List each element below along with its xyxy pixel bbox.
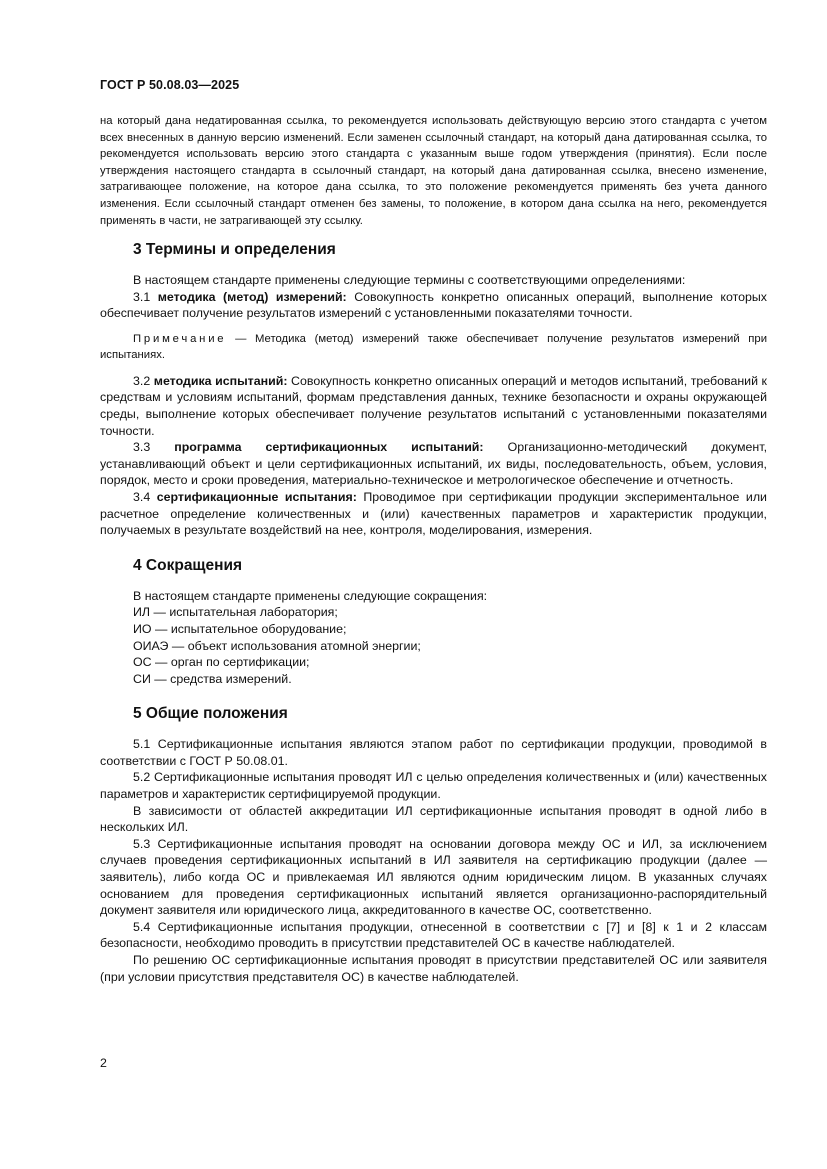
section-title: 3 Термины и определения xyxy=(133,241,336,258)
clause: 5.2 Сертификационные испытания проводят ИЛ с целью определения количественных и (или) качественных параметров и характеристик сертифицируемой продукции. xyxy=(100,770,767,802)
abbreviation-item: СИ — средства измерений. xyxy=(133,671,292,686)
term-definition: Совокупность конкретно описанных операций и методов испытаний, требований к средствам и условиям испытаний, формам представления данных, технике безопасности и охраны окружающей среды, выполнение которых обеспечивает получение результатов испытаний с установленными показателями точности. xyxy=(100,373,767,438)
abbreviation-item: ИЛ — испытательная лаборатория; xyxy=(133,605,338,620)
abbreviation-item: ИО — испытательное оборудование; xyxy=(133,621,347,636)
term-definition: Совокупность конкретно описанных операций, выполнение которых обеспечивает получение результатов измерений с установленными показателями точности. xyxy=(100,289,767,321)
term-name: программа сертификационных испытаний: xyxy=(174,440,484,455)
section-lead: В настоящем стандарте применены следующие термины с соответствующими определениями: xyxy=(133,273,686,287)
term-name: методика испытаний: xyxy=(153,373,288,388)
note-text: — Методика (метод) измерений также обеспечивает получение результатов измерений при испытаниях. xyxy=(100,332,768,362)
section-terms xyxy=(100,240,767,539)
section-title: 4 Сокращения xyxy=(133,556,243,574)
term-definition: Организационно-методический документ, устанавливающий объект и цели сертификационных испытаний, их виды, последовательность, объем, условия, порядок, место и сроки проведения, материально-техническое и метрологическое обеспечение и отчетность. xyxy=(100,440,768,488)
abbreviation-item: ОИАЭ — объект использования атомной энергии; xyxy=(133,638,421,653)
clause: 5.3 Сертификационные испытания проводят на основании договора между ОС и ИЛ, за исключением случаев проведения сертификационных испытаний в ИЛ заявителя на сертификацию продукции (далее — заявитель), либо когда ОС и привлекаемая ИЛ являются одним юридическим лицом. В указанных случаях основанием для проведения сертификационных испытаний является организационно-распорядительный документ заявителя или юридического лица, аккредитованного в качестве ОС, соответственно. xyxy=(100,836,767,918)
intro-paragraph: на который дана недатированная ссылка, то рекомендуется использовать действующую версию этого стандарта с учетом всех внесенных в данную версию изменений. Если заменен ссылочный стандарт, на который дана датированная ссылка, то рекомендуется использовать версию этого стандарта с указанным выше годом утверждения (принятия). Если после утверждения настоящего стандарта в ссылочный стандарт, на который дана датированная ссылка, внесено изменение, затрагивающее положение, на которое дана ссылка, то это положение рекомендуется применять без учета данного изменения. Если ссылочный стандарт отменен без замены, то положение, в котором дана ссылка на него, рекомендуется применять в части, не затрагивающей эту ссылку. xyxy=(100,115,767,227)
main-content xyxy=(100,240,767,985)
term-number: 3.4 xyxy=(133,489,151,504)
clause: В зависимости от областей аккредитации ИЛ сертификационные испытания проводят в одной либо в нескольких ИЛ. xyxy=(100,803,767,835)
section-abbreviations xyxy=(100,556,767,688)
term-item xyxy=(100,439,767,489)
clause: По решению ОС сертификационные испытания проводят в присутствии представителей ОС или заявителя (при условии присутствия представителя ОС) в качестве наблюдателей. xyxy=(100,953,767,984)
term-item xyxy=(100,373,767,439)
section-general xyxy=(100,704,767,985)
term-item xyxy=(100,489,767,539)
clause: 5.4 Сертификационные испытания продукции, отнесенной в соответствии с [7] и [8] к 1 и 2 классам безопасности, необходимо проводить в присутствии представителей ОС в качестве наблюдателей. xyxy=(100,919,767,951)
term-number: 3.3 xyxy=(133,440,151,455)
term-number: 3.2 xyxy=(133,373,151,388)
abbreviation-item: ОС — орган по сертификации; xyxy=(133,655,310,670)
clause: 5.1 Сертификационные испытания являются этапом работ по сертификации продукции, проводимой в соответствии с ГОСТ Р 50.08.01. xyxy=(100,737,767,768)
term-name: методика (метод) измерений: xyxy=(157,289,347,304)
section-title: 5 Общие положения xyxy=(133,705,288,723)
term-number: 3.1 xyxy=(133,289,151,304)
term-item xyxy=(100,289,767,322)
term-definition: Проводимое при сертификации продукции экспериментальное или расчетное определение количественных и (или) качественных параметров и характеристик продукции, получаемых в результате воздействий на нее, контроля, моделирования, измерения. xyxy=(100,489,767,538)
note-label: Примечание xyxy=(133,332,227,345)
section-lead: В настоящем стандарте применены следующие сокращения: xyxy=(133,588,488,603)
term-name: сертификационные испытания: xyxy=(156,489,357,504)
note xyxy=(100,331,767,364)
page-number: 2 xyxy=(100,1056,107,1070)
document-id: ГОСТ Р 50.08.03—2025 xyxy=(100,78,240,92)
